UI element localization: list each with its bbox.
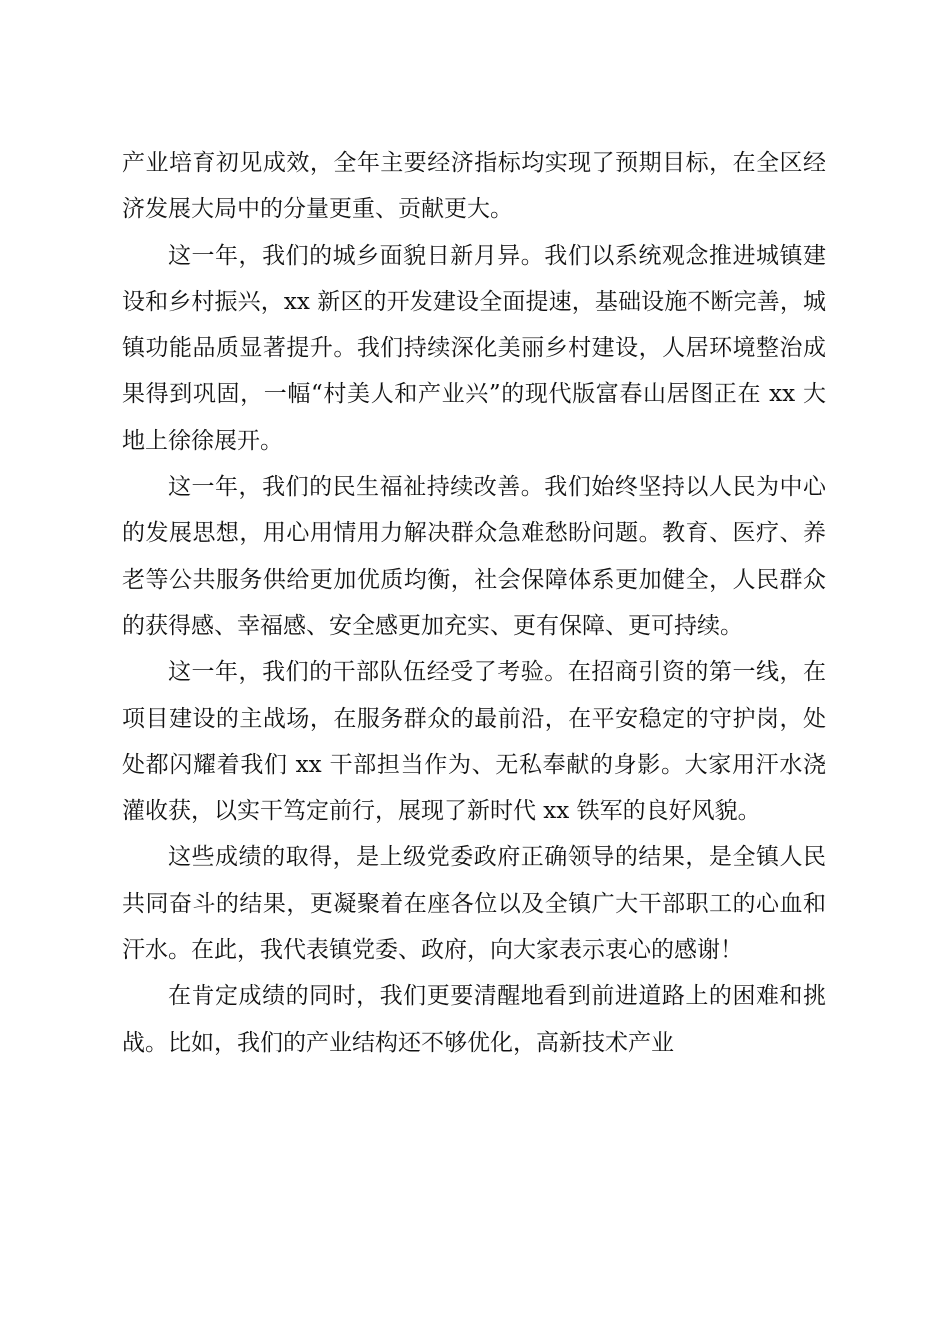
- paragraph-challenges: 在肯定成绩的同时，我们更要清醒地看到前进道路上的困难和挑战。比如，我们的产业结构还不够优化，高新技术产业: [122, 983, 826, 1056]
- paragraph-cadres: 这一年，我们的干部队伍经受了考验。在招商引资的第一线，在项目建设的主战场，在服务群众的最前沿，在平安稳定的守护岗，处处都闪耀着我们 xx 干部担当作为、无私奉献的身影。大家用汗水浇灌收获，以实干笃定前行，展现了新时代 xx 铁军的良好风貌。: [122, 659, 826, 825]
- paragraph-livelihood: 这一年，我们的民生福祉持续改善。我们始终坚持以人民为中心的发展思想，用心用情用力解决群众急难愁盼问题。教育、医疗、养老等公共服务供给更加优质均衡，社会保障体系更加健全，人民群众的获得感、幸福感、安全感更加充实、更有保障、更可持续。: [122, 474, 826, 639]
- paragraph-urban-rural: 这一年，我们的城乡面貌日新月异。我们以系统观念推进城镇建设和乡村振兴，xx 新区的开发建设全面提速，基础设施不断完善，城镇功能品质显著提升。我们持续深化美丽乡村建设，人居环境整治成果得到巩固，一幅“村美人和产业兴”的现代版富春山居图正在 xx 大地上徐徐展开。: [122, 242, 826, 454]
- paragraph-continued: 产业培育初见成效，全年主要经济指标均实现了预期目标，在全区经济发展大局中的分量更重、贡献更大。: [122, 150, 826, 223]
- document-body: [122, 140, 826, 1066]
- paragraph-gratitude: 这些成绩的取得，是上级党委政府正确领导的结果，是全镇人民共同奋斗的结果，更凝聚着在座各位以及全镇广大干部职工的心血和汗水。在此，我代表镇党委、政府，向大家表示衷心的感谢！: [122, 844, 826, 964]
